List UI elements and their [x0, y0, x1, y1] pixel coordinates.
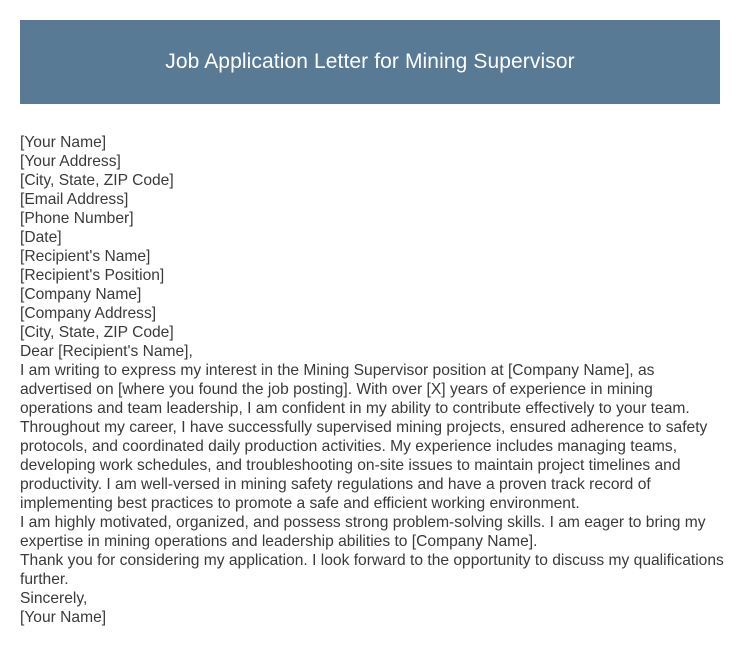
recipient-city-state-zip: [City, State, ZIP Code]: [20, 324, 174, 341]
sender-city-state-zip: [City, State, ZIP Code]: [20, 172, 174, 189]
page-title: Job Application Letter for Mining Supervisor: [165, 50, 575, 73]
recipient-company: [Company Name]: [20, 286, 142, 303]
closing: Sincerely,: [20, 590, 88, 607]
paragraph-motivation: I am highly motivated, organized, and possess strong problem-solving skills. I am eager to bring my expertise in mining operations and leadership abilities to [Company Name].: [20, 514, 706, 550]
sender-phone: [Phone Number]: [20, 210, 134, 227]
paragraph-experience: Throughout my career, I have successfully supervised mining projects, ensured adherence to safety protocols, and coordinated daily production activities. My experience includes managing teams, developing work schedules, and troubleshooting on-site issues to maintain project timelines and productivity. I am well-versed in mining safety regulations and have a proven track record of implementing best practices to promote a safe and efficient working environment.: [20, 419, 708, 512]
signature: [Your Name]: [20, 609, 107, 626]
recipient-position: [Recipient's Position]: [20, 267, 165, 284]
paragraph-thanks: Thank you for considering my application. I look forward to the opportunity to discuss my qualifications further.: [20, 552, 724, 588]
letter-date: [Date]: [20, 229, 62, 246]
sender-address: [Your Address]: [20, 153, 121, 170]
title-banner: [20, 20, 720, 104]
salutation: Dear [Recipient's Name],: [20, 343, 193, 360]
recipient-name: [Recipient's Name]: [20, 248, 151, 265]
sender-email: [Email Address]: [20, 191, 129, 208]
recipient-company-address: [Company Address]: [20, 305, 157, 322]
letter-body: [20, 133, 725, 627]
sender-name: [Your Name]: [20, 134, 107, 151]
paragraph-intro: I am writing to express my interest in the Mining Supervisor position at [Company Name], as advertised on [where you found the job posting]. With over [X] years of experience in mining operations and team leadership, I am confident in my ability to contribute effectively to your team.: [20, 362, 690, 417]
